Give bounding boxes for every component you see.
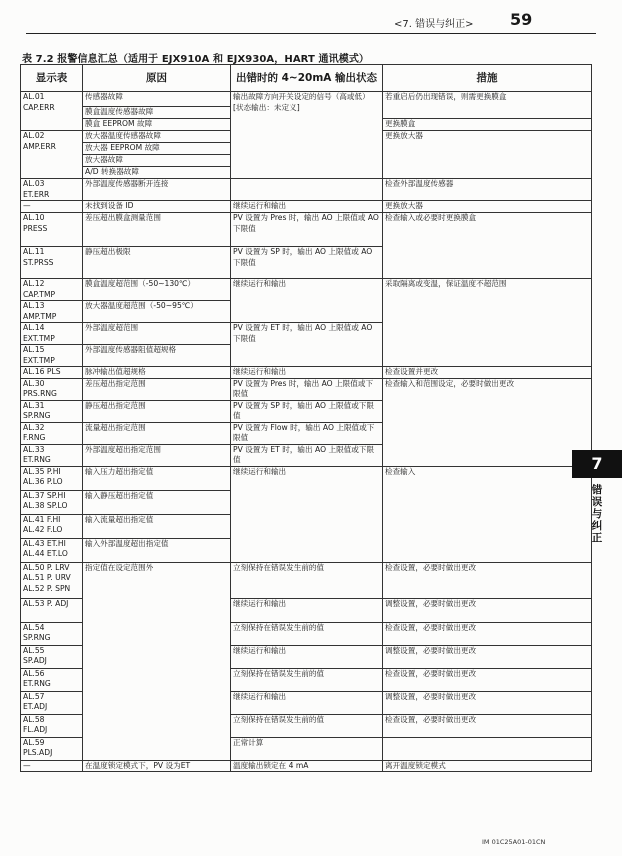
cell-cause: 放大器故障 xyxy=(83,155,231,167)
table-row xyxy=(21,279,592,301)
page-number: 59 xyxy=(510,10,533,29)
cell-code: AL.10 PRESS xyxy=(21,213,83,247)
cell-code: AL.02 AMP.ERR xyxy=(21,131,83,179)
cell-code: AL.43 ET.HI AL.44 ET.LO xyxy=(21,538,83,562)
table-row xyxy=(21,562,592,598)
cell-output: PV 设置为 SP 时，输出 AO 上限值或下限值 xyxy=(231,400,383,422)
cell-action: 检查设置并更改 xyxy=(383,367,592,379)
cell-action: 检查设置，必要时做出更改 xyxy=(383,622,592,645)
cell-cause: 放大器温度传感器故障 xyxy=(83,131,231,143)
table-row xyxy=(21,760,592,772)
table-row xyxy=(21,92,592,107)
cell-code: AL.50 P. LRV AL.51 P. URV AL.52 P. SPN xyxy=(21,562,83,598)
cell-cause: 外部温度传感器阻值超规格 xyxy=(83,345,231,367)
cell-cause: 输入流量超出指定值 xyxy=(83,514,231,538)
table-row xyxy=(21,367,592,379)
cell-cause: 放大器温度超范围（-50~95℃） xyxy=(83,301,231,323)
cell-action: 检查输入和范围设定，必要时做出更改 xyxy=(383,378,592,466)
table-row xyxy=(21,213,592,247)
cell-cause: 在温度锁定模式下，PV 设为ET xyxy=(83,760,231,772)
table-row xyxy=(21,201,592,213)
cell-output: PV 设置为 ET 时，输出 AO 上限值或下限值 xyxy=(231,444,383,466)
cell-code: AL.58 FL.ADJ xyxy=(21,714,83,737)
col-header-display: 显示表 xyxy=(21,65,83,92)
cell-cause: 差压超出指定范围 xyxy=(83,378,231,400)
cell-action: 离开温度锁定模式 xyxy=(383,760,592,772)
cell-cause: 外部温度超范围 xyxy=(83,323,231,345)
cell-cause: 脉冲输出值超规格 xyxy=(83,367,231,379)
cell-action: 检查外部温度传感器 xyxy=(383,179,592,201)
cell-code: AL.11 ST.PRSS xyxy=(21,247,83,279)
cell-code: AL.59 PLS.ADJ xyxy=(21,737,83,760)
col-header-cause: 原因 xyxy=(83,65,231,92)
cell-output: 立刻保持在错误发生前的值 xyxy=(231,622,383,645)
cell-action: 更换膜盒 xyxy=(383,119,592,131)
cell-output: 继续运行和输出 xyxy=(231,466,383,562)
cell-code: AL.14 EXT.TMP xyxy=(21,323,83,345)
cell-code: AL.03 ET.ERR xyxy=(21,179,83,201)
cell-output: 立刻保持在错误发生前的值 xyxy=(231,562,383,598)
cell-code: AL.56 ET.RNG xyxy=(21,668,83,691)
cell-code: AL.01 CAP.ERR xyxy=(21,92,83,131)
cell-output: 继续运行和输出 xyxy=(231,201,383,213)
table-row xyxy=(21,179,592,201)
cell-output: PV 设置为 ET 时，输出 AO 上限值或 AO 下限值 xyxy=(231,323,383,367)
cell-code: AL.55 SP.ADJ xyxy=(21,645,83,668)
cell-output: 继续运行和输出 xyxy=(231,598,383,622)
cell-cause: 未找到设备 ID xyxy=(83,201,231,213)
cell-code: AL.15 EXT.TMP xyxy=(21,345,83,367)
cell-output: 继续运行和输出 xyxy=(231,367,383,379)
table-title: 表 7.2 报警信息汇总（适用于 EJX910A 和 EJX930A，HART 通讯模式） xyxy=(22,54,370,65)
cell-output xyxy=(231,179,383,201)
cell-output: PV 设置为 Pres 时，输出 AO 上限值或下限值 xyxy=(231,378,383,400)
cell-code: AL.31 SP.RNG xyxy=(21,400,83,422)
document-id: IM 01C25A01-01CN xyxy=(482,838,546,846)
table-header-row xyxy=(21,65,592,92)
cell-code: AL.32 F.RNG xyxy=(21,422,83,444)
cell-cause: 外部温度超出指定范围 xyxy=(83,444,231,466)
col-header-output: 出错时的 4~20mA 输出状态 xyxy=(231,65,383,92)
cell-code: AL.57 ET.ADJ xyxy=(21,691,83,714)
cell-output: 继续运行和输出 xyxy=(231,645,383,668)
cell-code: AL.53 P. ADJ xyxy=(21,598,83,622)
cell-cause: 传感器故障 xyxy=(83,92,231,107)
cell-action: 检查输入或必要时更换膜盒 xyxy=(383,213,592,279)
cell-action xyxy=(383,737,592,760)
cell-code: AL.30 PRS.RNG xyxy=(21,378,83,400)
cell-cause: 膜盒温度超范围（-50~130℃） xyxy=(83,279,231,301)
cell-cause: 放大器 EEPROM 故障 xyxy=(83,143,231,155)
cell-output: PV 设置为 SP 时，输出 AO 上限值或 AO 下限值 xyxy=(231,247,383,279)
cell-action: 更换放大器 xyxy=(383,201,592,213)
cell-output: PV 设置为 Flow 时，输出 AO 上限值或下限值 xyxy=(231,422,383,444)
cell-code: AL.35 P.HI AL.36 P.LO xyxy=(21,466,83,490)
cell-cause: 输入静压超出指定值 xyxy=(83,490,231,514)
header-rule xyxy=(26,33,596,34)
cell-action: 检查设置，必要时做出更改 xyxy=(383,562,592,598)
cell-output: 温度输出锁定在 4 mA xyxy=(231,760,383,772)
cell-action: 调整设置，必要时做出更改 xyxy=(383,645,592,668)
cell-code: AL.16 PLS xyxy=(21,367,83,379)
cell-cause: 差压超出膜盒测量范围 xyxy=(83,213,231,247)
cell-cause: 输入压力超出指定值 xyxy=(83,466,231,490)
cell-output: 立刻保持在错误发生前的值 xyxy=(231,714,383,737)
cell-output: PV 设置为 Pres 时，输出 AO 上限值或 AO 下限值 xyxy=(231,213,383,247)
cell-code: — xyxy=(21,201,83,213)
cell-cause: 输入外部温度超出指定值 xyxy=(83,538,231,562)
cell-output: 输出故障方向开关设定的信号（高或低） [状态输出：未定义] xyxy=(231,92,383,179)
cell-action: 检查输入 xyxy=(383,466,592,562)
cell-cause: 指定值在设定范围外 xyxy=(83,562,231,760)
cell-code: — xyxy=(21,760,83,772)
col-header-action: 措施 xyxy=(383,65,592,92)
cell-code: AL.41 F.HI AL.42 F.LO xyxy=(21,514,83,538)
alarm-table xyxy=(20,64,592,772)
section-header: <7. 错误与纠正> xyxy=(394,19,474,30)
cell-output: 继续运行和输出 xyxy=(231,279,383,323)
cell-output: 正常计算 xyxy=(231,737,383,760)
cell-cause: 静压超出指定范围 xyxy=(83,400,231,422)
cell-action: 更换放大器 xyxy=(383,131,592,179)
cell-action: 检查设置，必要时做出更改 xyxy=(383,668,592,691)
cell-action: 调整设置，必要时做出更改 xyxy=(383,691,592,714)
cell-cause: A/D 转换器故障 xyxy=(83,167,231,179)
cell-action: 调整设置，必要时做出更改 xyxy=(383,598,592,622)
table-row xyxy=(21,378,592,400)
cell-cause: 膜盒 EEPROM 故障 xyxy=(83,119,231,131)
cell-action: 检查设置，必要时做出更改 xyxy=(383,714,592,737)
cell-cause: 流量超出指定范围 xyxy=(83,422,231,444)
chapter-tab: 7 xyxy=(572,450,622,478)
cell-cause: 外部温度传感器断开连接 xyxy=(83,179,231,201)
cell-code: AL.12 CAP.TMP xyxy=(21,279,83,301)
cell-action: 若重启后仍出现错误，则需更换膜盒 xyxy=(383,92,592,119)
cell-code: AL.33 ET.RNG xyxy=(21,444,83,466)
table-row xyxy=(21,466,592,490)
cell-code: AL.37 SP.HI AL.38 SP.LO xyxy=(21,490,83,514)
cell-output: 立刻保持在错误发生前的值 xyxy=(231,668,383,691)
cell-output: 继续运行和输出 xyxy=(231,691,383,714)
cell-action: 采取隔离或变温，保证温度不超范围 xyxy=(383,279,592,367)
cell-cause: 静压超出极限 xyxy=(83,247,231,279)
chapter-tab-label: 错 误 与 纠 正 xyxy=(591,484,603,544)
cell-cause: 膜盒温度传感器故障 xyxy=(83,107,231,119)
cell-code: AL.13 AMP.TMP xyxy=(21,301,83,323)
cell-code: AL.54 SP.RNG xyxy=(21,622,83,645)
